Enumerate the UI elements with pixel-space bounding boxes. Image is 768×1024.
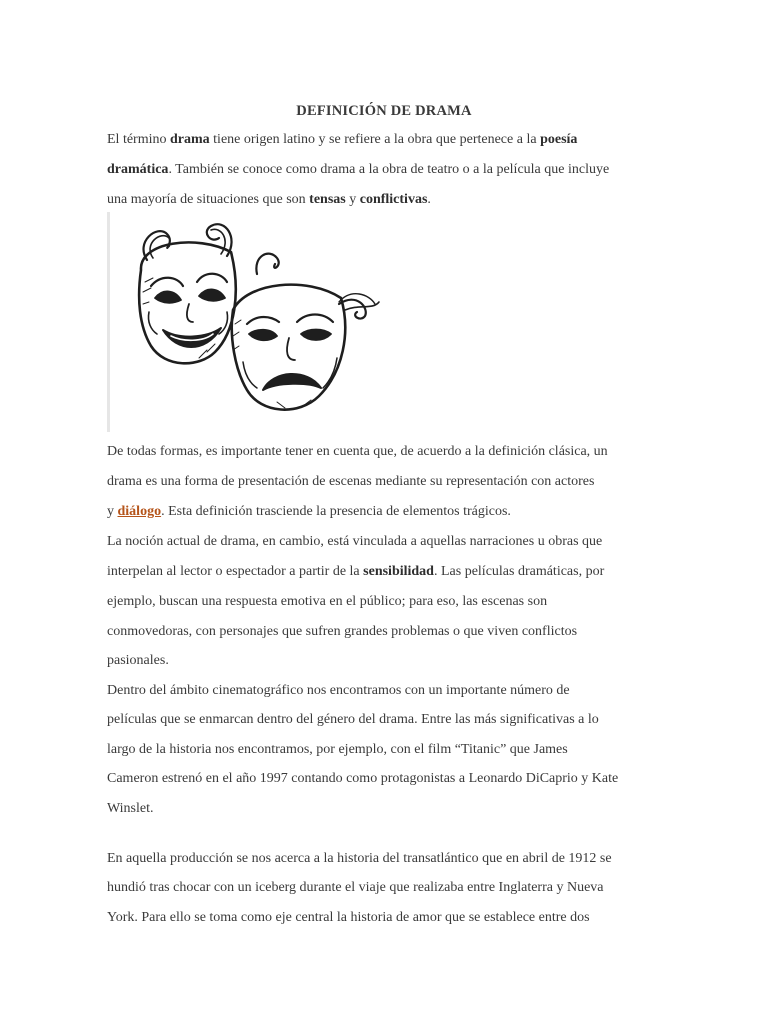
text-span: . Esta definición trasciende la presencia de elementos trágicos. (161, 504, 511, 519)
paragraph-2-line-2: drama es una forma de presentación de escenas mediante su representación con actores (107, 474, 595, 489)
bold-term-sensibilidad: sensibilidad (363, 564, 434, 579)
paragraph-5-line-2: hundió tras chocar con un iceberg durante el viaje que realizaba entre Inglaterra y Nueva (107, 880, 604, 895)
text-span: El término (107, 132, 170, 147)
text-span: una mayoría de situaciones que son (107, 192, 310, 207)
text-span: . También se conoce como drama a la obra de teatro o a la película que incluye (168, 162, 610, 177)
paragraph-2-line-1: De todas formas, es importante tener en cuenta que, de acuerdo a la definición clásica, un (107, 444, 608, 459)
paragraph-4-line-2: películas que se enmarcan dentro del género del drama. Entre las más significativas a lo (107, 712, 599, 727)
bold-term-drama: drama (170, 132, 210, 147)
paragraph-3-line-1: La noción actual de drama, en cambio, está vinculada a aquellas narraciones u obras que (107, 534, 603, 549)
paragraph-3-line-2 (107, 564, 604, 580)
bold-term-conflictivas: conflictivas (359, 192, 428, 207)
text-span: tiene origen latino y se refiere a la obra que pertenece a la (209, 132, 541, 147)
paragraph-5-line-1: En aquella producción se nos acerca a la historia del transatlántico que en abril de 1912 se (107, 851, 612, 866)
paragraph-3-line-4: conmovedoras, con personajes que sufren grandes problemas o que viven conflictos (107, 624, 578, 639)
paragraph-4-line-5: Winslet. (107, 801, 154, 816)
page-title: DEFINICIÓN DE DRAMA (296, 103, 472, 119)
text-span: . Las películas dramáticas, por (433, 564, 605, 579)
dialogo-link[interactable]: diálogo (117, 504, 162, 519)
text-span: y (107, 504, 118, 519)
text-span: interpelan al lector o espectador a partir de la (107, 564, 364, 579)
bold-term-tensas: tensas (309, 192, 346, 207)
paragraph-1-line-3 (107, 192, 431, 208)
paragraph-5-line-3: York. Para ello se toma como eje central la historia de amor que se establece entre dos (107, 910, 590, 925)
text-span: y (345, 192, 360, 207)
paragraph-3-line-3: ejemplo, buscan una respuesta emotiva en el público; para eso, las escenas son (107, 594, 548, 609)
comedy-tragedy-masks-icon (107, 212, 382, 434)
paragraph-1-line-2 (107, 162, 609, 178)
paragraph-3-line-5: pasionales. (107, 653, 169, 668)
paragraph-1-line-1 (107, 132, 577, 148)
paragraph-4-line-4: Cameron estrenó en el año 1997 contando como protagonistas a Leonardo DiCaprio y Kate (107, 771, 619, 786)
paragraph-4-line-3: largo de la historia nos encontramos, por ejemplo, con el film “Titanic” que James (107, 742, 568, 757)
paragraph-2-line-3 (107, 504, 511, 520)
bold-term-dramatica: dramática (107, 162, 169, 177)
text-span: . (427, 192, 431, 207)
paragraph-4-line-1: Dentro del ámbito cinematográfico nos encontramos con un importante número de (107, 683, 570, 698)
bold-term-poesia: poesía (540, 132, 578, 147)
